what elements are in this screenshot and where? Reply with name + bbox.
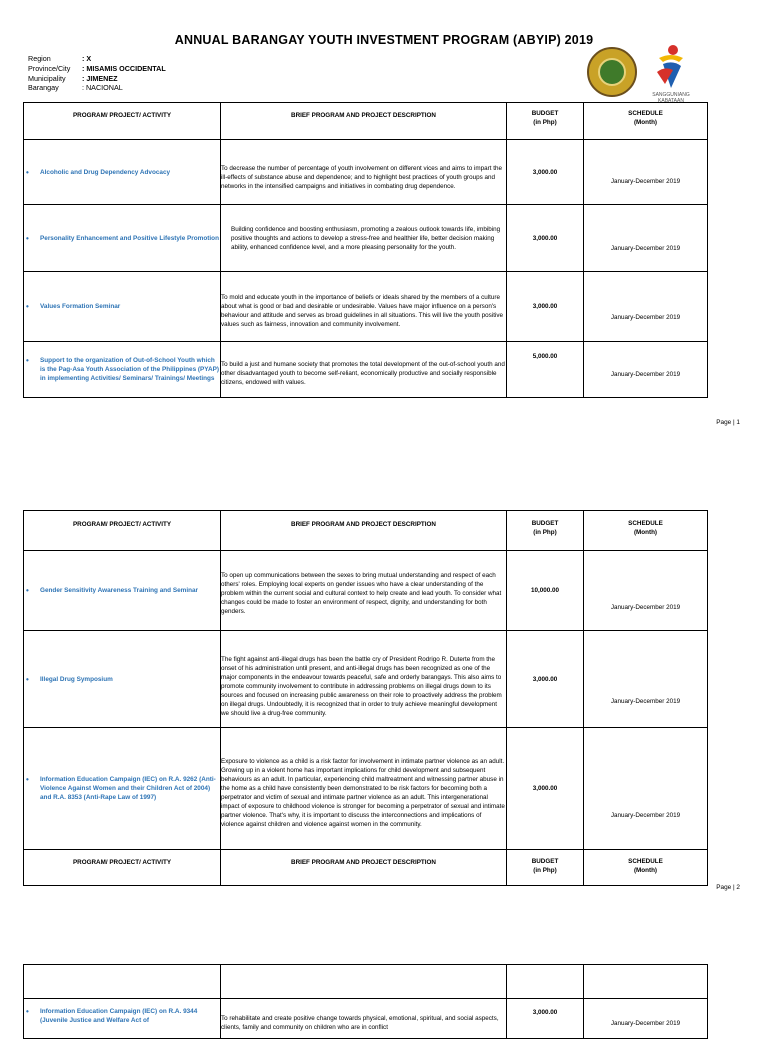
header-activity: PROGRAM/ PROJECT/ ACTIVITY bbox=[24, 103, 221, 140]
document-title: ANNUAL BARANGAY YOUTH INVESTMENT PROGRAM (ABYIP) 2019 bbox=[174, 33, 594, 47]
table-row bbox=[24, 551, 708, 631]
activity-budget: 3,000.00 bbox=[507, 631, 584, 728]
header-budget: BUDGET (in Php) bbox=[507, 511, 584, 551]
page-number-1: Page | 1 bbox=[716, 419, 740, 426]
meta-row-barangay: Barangay : NACIONAL bbox=[28, 83, 123, 93]
page-number-2: Page | 2 bbox=[716, 884, 740, 891]
sangguniang-kabataan-logo bbox=[651, 44, 691, 104]
abyip-table-page1 bbox=[23, 102, 708, 398]
activity-name: • Information Education Campaign (IEC) on R.A. 9344 (Juvenile Justice and Welfare Act of bbox=[40, 1007, 220, 1025]
table-header-row bbox=[24, 511, 708, 551]
activity-schedule: January-December 2019 bbox=[584, 999, 708, 1039]
activity-schedule: January-December 2019 bbox=[584, 551, 708, 631]
header-activity: PROGRAM/ PROJECT/ ACTIVITY bbox=[24, 850, 221, 886]
header-description: BRIEF PROGRAM AND PROJECT DESCRIPTION bbox=[221, 850, 507, 886]
activity-name: • Support to the organization of Out-of-School Youth which is the Pag-Asa Youth Association of the Philippines (PYAP) in implementing Activities/ Seminars/ Trainings/ Meetings bbox=[40, 356, 220, 383]
table-row bbox=[24, 631, 708, 728]
activity-schedule: January-December 2019 bbox=[584, 272, 708, 342]
activity-description: To build a just and humane society that promotes the total development of the out-of-school youth and other disadvantaged youth to become self-reliant, economically productive and socially responsible citizens, endowed with values. bbox=[221, 342, 507, 398]
table-header-row-repeat bbox=[24, 850, 708, 886]
header-schedule: SCHEDULE (Month) bbox=[584, 103, 708, 140]
activity-budget: 3,000.00 bbox=[507, 728, 584, 850]
activity-budget: 3,000.00 bbox=[507, 205, 584, 272]
meta-row-province: Province/City : MISAMIS OCCIDENTAL bbox=[28, 63, 166, 73]
activity-name: • Alcoholic and Drug Dependency Advocacy bbox=[40, 168, 220, 177]
activity-budget: 5,000.00 bbox=[507, 342, 584, 398]
header-description: BRIEF PROGRAM AND PROJECT DESCRIPTION bbox=[221, 103, 507, 140]
activity-schedule: January-December 2019 bbox=[584, 140, 708, 205]
table-row bbox=[24, 205, 708, 272]
table-header-row bbox=[24, 103, 708, 140]
activity-description: Exposure to violence as a child is a risk factor for involvement in intimate partner violence as an adult. Growing up in a violent home has important implications for child development and subsequent behaviours as an adult. In particular, experiencing child maltreatment and witnessing partner abuse in the home as a child have consistently been demonstrated to be risk factors for becoming both a perpetrator and victim of sexual and intimate partner violence as an adult. This intergenerational impact of exposure to childhood violence is stronger for becoming a perpetrator of sexual and intimate partner violence. That's why, it is important to discuss the interconnections and implications of violence against children and violence against women in the community. bbox=[221, 728, 507, 850]
table-row bbox=[24, 342, 708, 398]
activity-schedule: January-December 2019 bbox=[584, 342, 708, 398]
activity-description: The fight against anti-illegal drugs has been the battle cry of President Rodrigo R. Duterte from the onset of his administration until present, and anti-illegal drugs has been recognized as one of the major components in the endeavour towards peaceful, safe and orderly barangays. This also aims to promote community involvement to contribute in addressing problems on illegal drugs down to its sources and focused on increasing public awareness on their role to proactively address the problem on illegal drugs. Undoubtedly, it is recognized that in order to truly achieve meaningful development we should live a drug-free community. bbox=[221, 631, 507, 728]
activity-budget: 3,000.00 bbox=[507, 272, 584, 342]
header-schedule: SCHEDULE (Month) bbox=[584, 511, 708, 551]
activity-schedule: January-December 2019 bbox=[584, 631, 708, 728]
abyip-table-page3 bbox=[23, 964, 708, 1039]
table-row bbox=[24, 140, 708, 205]
activity-budget: 3,000.00 bbox=[507, 140, 584, 205]
activity-schedule: January-December 2019 bbox=[584, 205, 708, 272]
table-row bbox=[24, 999, 708, 1039]
meta-row-region: Region : X bbox=[28, 54, 92, 63]
activity-description: To mold and educate youth in the importance of beliefs or ideals shared by the members of a culture about what is good or bad and desirable or undesirable. Values have major influence on a person's behaviour and attitude and serves as broad guidelines in all situations. This will live the youth positive values such as fairness, innovation and community involvement. bbox=[221, 272, 507, 342]
header-budget: BUDGET (in Php) bbox=[507, 850, 584, 886]
location-info bbox=[28, 54, 166, 93]
table-header-row-empty bbox=[24, 965, 708, 999]
activity-description: To open up communications between the sexes to bring mutual understanding and respect of each others' roles. Employing local experts on gender issues who have a clear understanding of the problem within the current social and cultural context to help create and lead youth. To consider what changes could be made to foster an environment of respect, dignity, and understanding for both genders. bbox=[221, 551, 507, 631]
activity-name: • Personality Enhancement and Positive Lifestyle Promotion bbox=[40, 234, 220, 243]
activity-name: • Illegal Drug Symposium bbox=[40, 675, 220, 684]
activity-name: • Information Education Campaign (IEC) on R.A. 9262 (Anti-Violence Against Women and their Children Act of 2004) and R.A. 8353 (Anti-Rape Law of 1997) bbox=[40, 775, 220, 802]
activity-description: To rehabilitate and create positive change towards physical, emotional, spiritual, and social aspects, clients, family and community on children who are in conflict bbox=[221, 999, 507, 1039]
header-schedule: SCHEDULE (Month) bbox=[584, 850, 708, 886]
abyip-table-page2 bbox=[23, 510, 708, 886]
activity-description: To decrease the number of percentage of youth involvement on different vices and aims to impart the ill-effects of substance abuse and dependence; and to highlight best practices of youth groups and networks in the intensified campaigns and initiatives in combating drug dependence. bbox=[221, 140, 507, 205]
activity-description: Building confidence and boosting enthusiasm, promoting a zealous outlook towards life, imbibing positive thoughts and actions to develop a stress-free and healthier life, better decision making ability, enhanced confidence level, and a more pleasing personality for the youth. bbox=[221, 205, 507, 272]
sk-emblem-icon bbox=[651, 44, 691, 92]
activity-budget: 3,000.00 bbox=[507, 999, 584, 1039]
meta-row-municipality: Municipality : JIMENEZ bbox=[28, 73, 118, 83]
header-activity: PROGRAM/ PROJECT/ ACTIVITY bbox=[24, 511, 221, 551]
activity-schedule: January-December 2019 bbox=[584, 728, 708, 850]
activity-budget: 10,000.00 bbox=[507, 551, 584, 631]
activity-name: • Values Formation Seminar bbox=[40, 302, 220, 311]
barangay-seal-logo bbox=[587, 47, 637, 97]
header-budget: BUDGET (in Php) bbox=[507, 103, 584, 140]
table-row bbox=[24, 272, 708, 342]
logo-caption: SANGGUNIANG KABATAAN bbox=[652, 92, 690, 104]
header-description: BRIEF PROGRAM AND PROJECT DESCRIPTION bbox=[221, 511, 507, 551]
activity-name: • Gender Sensitivity Awareness Training and Seminar bbox=[40, 586, 220, 595]
table-row bbox=[24, 728, 708, 850]
